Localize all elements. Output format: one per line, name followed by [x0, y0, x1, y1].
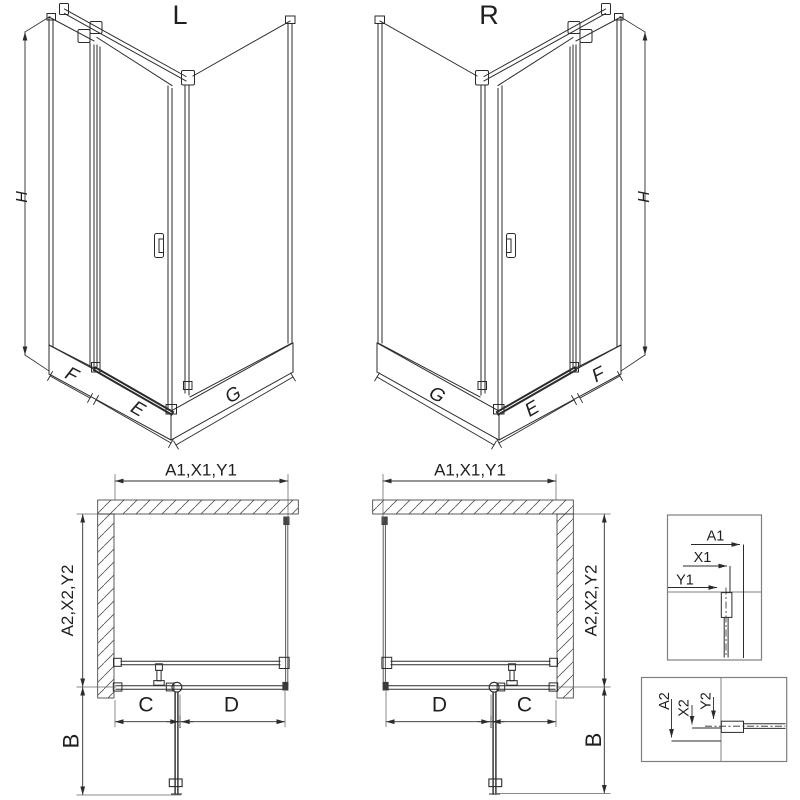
detail-bottom-x2-label: X2 [676, 699, 693, 717]
plan-right-depth-dim-label: A2,X2,Y2 [581, 564, 601, 637]
iso-view-left [14, 0, 295, 449]
iso-left-e-dim-label: E [127, 396, 149, 422]
iso-left-height-dim-label: H [14, 191, 31, 203]
iso-right-g-dim-label: G [425, 382, 449, 409]
iso-left-g-dim-label: G [221, 382, 245, 409]
iso-view-right [375, 0, 653, 449]
plan-right-width-dim-label: A1,X1,Y1 [434, 460, 506, 480]
iso-right-label: R [479, 0, 499, 30]
plan-right-d-dim-label: D [431, 693, 448, 717]
plan-right-top-wall [373, 500, 574, 514]
iso-right-height-dim-label: H [636, 191, 653, 203]
plan-left-door-swing-dim-label: B [58, 733, 84, 749]
detail-top-x1-label: X1 [693, 550, 712, 566]
plan-left-d-dim-label: D [223, 693, 240, 717]
detail-box-bottom [642, 678, 787, 762]
plan-right-depth-dims [495, 514, 611, 794]
iso-left-f-dim-label: F [61, 363, 82, 388]
plan-right-door-swing-dim-label: B [581, 732, 606, 748]
plan-left-geometry [113, 475, 289, 795]
detail-bottom-y2-label: Y2 [698, 692, 715, 710]
iso-right-e-dim-label: E [521, 396, 543, 422]
plan-left-top-wall [98, 500, 299, 514]
plan-left-c-dim-label: C [138, 693, 154, 717]
plan-view-left [58, 461, 298, 796]
iso-left-label: L [172, 0, 188, 30]
plan-right-side-wall [557, 514, 573, 698]
plan-left-depth-dim-label: A2,X2,Y2 [58, 564, 77, 637]
detail-top-y1-label: Y1 [676, 572, 694, 589]
plan-left-width-dim-label: A1,X1,Y1 [165, 460, 237, 480]
detail-bottom-a2-label: A2 [657, 692, 673, 710]
detail-box-bottom-frame [642, 678, 787, 762]
detail-top-a1-label: A1 [706, 528, 725, 545]
plan-left-depth-dims [77, 514, 182, 795]
plan-right-c-dim-label: C [516, 693, 533, 717]
plan-left-side-wall [98, 514, 114, 698]
plan-view-right [373, 461, 611, 795]
detail-box-top [668, 515, 762, 660]
plan-right-geometry [382, 475, 558, 795]
iso-right-f-dim-label: F [588, 363, 609, 388]
